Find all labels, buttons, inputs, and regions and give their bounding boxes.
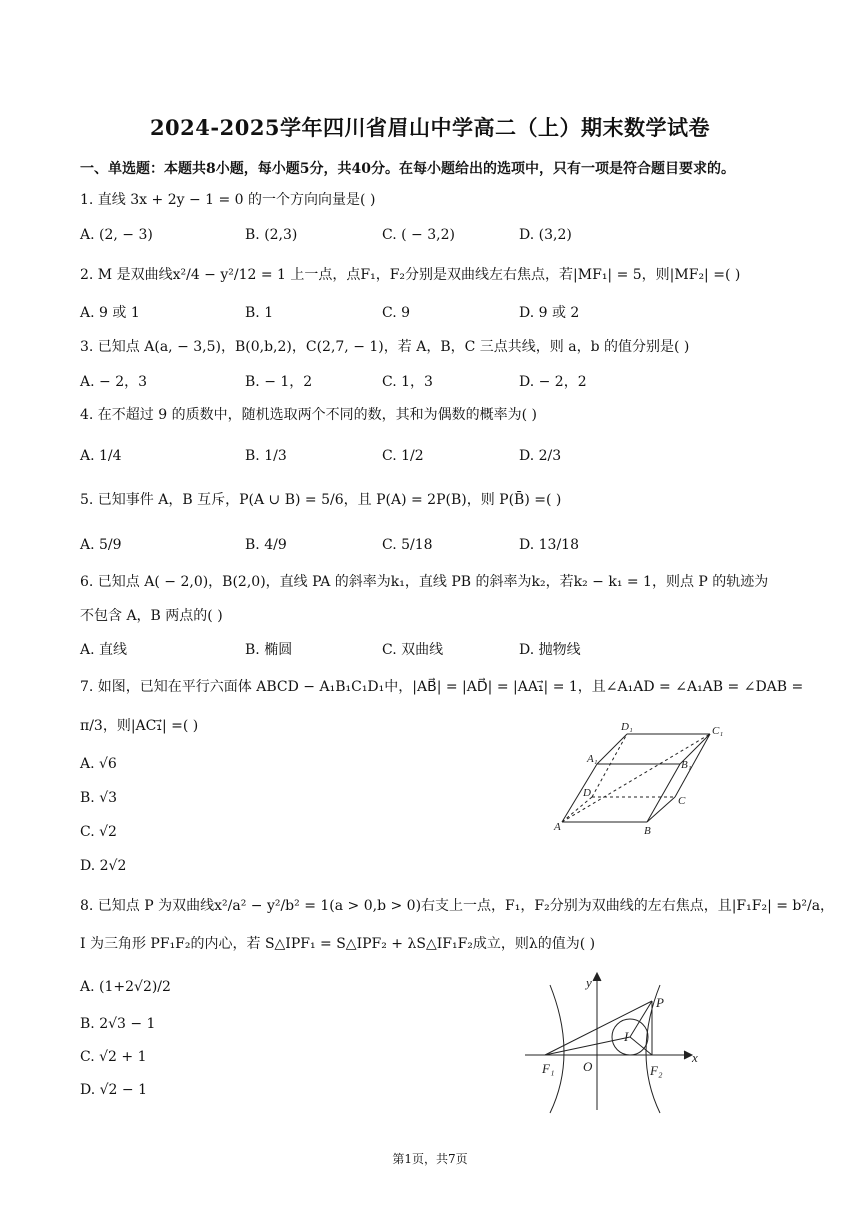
- label-y-axis: y: [586, 975, 592, 990]
- question-8-option-a: A. (1+2√2)/2: [80, 979, 171, 995]
- question-7-option-b: B. √3: [80, 790, 118, 806]
- question-3-stem: 3. 已知点 A(a, − 3,5)，B(0,b,2)，C(2,7, − 1)，若 A，B，C 三点共线，则 a，b 的值分别是( ): [80, 339, 690, 355]
- question-4-stem: 4. 在不超过 9 的质数中，随机选取两个不同的数，其和为偶数的概率为( ): [80, 407, 537, 423]
- label-incenter: I: [624, 1029, 629, 1044]
- question-1-option-a: A. (2, − 3): [80, 227, 153, 243]
- question-4-option-b: B. 1/3: [245, 448, 287, 464]
- label-b1: B₁: [681, 759, 692, 771]
- question-2-stem: 2. M 是双曲线x²/4 − y²/12 = 1 上一点，点F₁，F₂分别是双曲线左右焦点，若|MF₁| = 5，则|MF₂| =( ): [80, 267, 741, 283]
- question-8-stem: 8. 已知点 P 为双曲线x²/a² − y²/b² = 1(a > 0,b > 0)右支上一点，F₁，F₂分别为双曲线的左右焦点，且|F₁F₂| = b²/a，: [80, 898, 835, 914]
- question-6-option-d: D. 抛物线: [519, 642, 581, 658]
- question-3-option-c: C. 1，3: [382, 374, 433, 390]
- question-6-option-c: C. 双曲线: [382, 642, 444, 658]
- question-3-option-d: D. − 2，2: [519, 374, 587, 390]
- question-6-option-b: B. 椭圆: [245, 642, 293, 658]
- question-5-option-a: A. 5/9: [80, 537, 122, 553]
- page-footer: 第1页，共7页: [392, 1152, 468, 1166]
- page-title: 2024-2025学年四川省眉山中学高二（上）期末数学试卷: [149, 115, 711, 140]
- question-7-option-a: A. √6: [80, 756, 117, 772]
- question-5-option-d: D. 13/18: [519, 537, 579, 553]
- question-7-option-c: C. √2: [80, 824, 117, 840]
- question-5-option-b: B. 4/9: [245, 537, 287, 553]
- question-6-stem: 6. 已知点 A( − 2,0)，B(2,0)，直线 PA 的斜率为k₁，直线 PB 的斜率为k₂，若k₂ − k₁ = 1，则点 P 的轨迹为: [80, 574, 769, 590]
- label-f1: F₁: [542, 1061, 555, 1076]
- label-c1: C₁: [712, 725, 724, 737]
- question-5-option-c: C. 5/18: [382, 537, 433, 553]
- label-a: A: [554, 821, 561, 833]
- label-c: C: [678, 795, 686, 807]
- question-1-stem: 1. 直线 3x + 2y − 1 = 0 的一个方向向量是( ): [80, 192, 376, 208]
- question-6-option-a: A. 直线: [80, 642, 128, 658]
- question-8-option-d: D. √2 − 1: [80, 1082, 147, 1098]
- question-1-option-d: D. (3,2): [519, 227, 572, 243]
- parallelepiped-figure: [550, 718, 730, 840]
- question-6-stem-line2: 不包含 A，B 两点的( ): [80, 608, 223, 624]
- question-3-option-a: A. − 2，3: [80, 374, 148, 390]
- question-1-option-c: C. ( − 3,2): [382, 227, 455, 243]
- question-3-option-b: B. − 1，2: [245, 374, 313, 390]
- label-f2: F₂: [650, 1063, 663, 1078]
- question-7-stem: 7. 如图，已知在平行六面体 ABCD − A₁B₁C₁D₁中，|AB⃗| = |AD⃗| = |AA₁⃗| = 1，且∠A₁AD = ∠A₁AB = ∠DAB =: [80, 679, 804, 695]
- question-2-option-b: B. 1: [245, 305, 274, 321]
- question-7-option-d: D. 2√2: [80, 858, 127, 874]
- question-5-stem: 5. 已知事件 A，B 互斥，P(A ∪ B) = 5/6，且 P(A) = 2P(B)，则 P(B̄) =( ): [80, 492, 562, 508]
- question-8-option-c: C. √2 + 1: [80, 1049, 147, 1065]
- question-2-option-a: A. 9 或 1: [80, 305, 140, 321]
- question-8-option-b: B. 2√3 − 1: [80, 1016, 156, 1032]
- label-a1: A₁: [587, 753, 598, 765]
- hyperbola-figure: [520, 965, 705, 1115]
- question-2-option-d: D. 9 或 2: [519, 305, 580, 321]
- label-origin: O: [583, 1059, 593, 1074]
- label-p: P: [656, 995, 664, 1010]
- question-4-option-a: A. 1/4: [80, 448, 122, 464]
- section-heading: 一、单选题：本题共8小题，每小题5分，共40分。在每小题给出的选项中，只有一项是符合题目要求的。: [80, 161, 735, 177]
- question-2-option-c: C. 9: [382, 305, 411, 321]
- question-4-option-d: D. 2/3: [519, 448, 562, 464]
- label-x-axis: x: [692, 1050, 698, 1065]
- question-8-stem-line2: I 为三角形 PF₁F₂的内心，若 S△IPF₁ = S△IPF₂ + λS△IF₁F₂成立，则λ的值为( ): [80, 936, 596, 952]
- label-b: B: [644, 825, 651, 837]
- question-4-option-c: C. 1/2: [382, 448, 424, 464]
- label-d1: D₁: [621, 721, 633, 733]
- question-1-option-b: B. (2,3): [245, 227, 298, 243]
- label-d: D: [583, 787, 591, 799]
- question-7-stem-line2: π/3，则|AC₁⃗| =( ): [80, 718, 199, 734]
